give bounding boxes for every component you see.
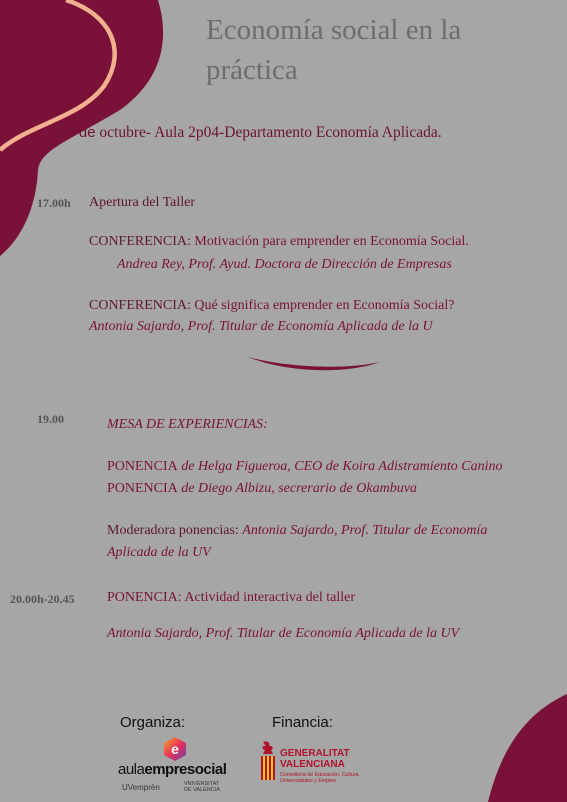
aulaempresocial-logo-letter: e (171, 741, 179, 757)
session3-time: 20.00h-20.45 (10, 592, 75, 606)
ponencia1 (107, 459, 503, 475)
uvempren-logo: UVemprèn (122, 783, 160, 792)
aulaempresocial-logo-icon (163, 737, 187, 761)
generalitat-logo-line1: GENERALITAT (280, 748, 350, 759)
conference1 (89, 234, 469, 250)
generalitat-logo-sub2: Universidades y Empleo (280, 778, 336, 784)
generalitat-logo-line2: VALENCIANA (280, 759, 345, 770)
organiza-label: Organiza: (120, 714, 186, 731)
generalitat-logo-sub1: Conselleria de Educación, Cultura, (280, 772, 360, 778)
bottom-right-blob (488, 694, 567, 802)
page-title: Economía social en la práctica (206, 14, 462, 86)
session3-title: PONENCIA: Actividad interactiva del taller (107, 590, 356, 605)
session2-time: 19.00 (37, 412, 64, 426)
moderator-label: Moderadora ponencias: (107, 523, 243, 538)
moderator-text-1: Antonia Sajardo, Prof. Titular de Economía (242, 523, 488, 538)
uv-logo: VNIVERSITAT DE VALÈNCIA (184, 781, 220, 793)
ponencia2-label: PONENCIA (107, 481, 178, 496)
conference1-prefix: CONFERENCIA: (89, 234, 195, 249)
generalitat-shield-icon (258, 740, 278, 784)
event-date-day: 14 de (58, 124, 96, 141)
conference2-title: Qué significa emprender en Economía Social? (194, 298, 455, 313)
session1-time: 17.00h (37, 196, 71, 210)
ponencia1-text: de Helga Figueroa, CEO de Koira Adistramiento Canino (177, 459, 503, 474)
conference2-speaker: Antonia Sajardo, Prof. Titular de Economía Aplicada de la U (89, 319, 433, 334)
moderator-line1 (107, 523, 487, 539)
event-date-rest: octubre- Aula 2p04-Departamento Economía Aplicada. (95, 124, 442, 141)
moderator-text-2: Aplicada de la UV (107, 545, 211, 560)
conference1-title: Motivación para emprender en Economía Social. (194, 234, 469, 249)
ponencia2 (107, 481, 417, 497)
ponencia1-label: PONENCIA (107, 459, 178, 474)
conference1-speaker: Andrea Rey, Prof. Ayud. Doctora de Dirección de Empresas (117, 257, 452, 272)
session3-speaker: Antonia Sajardo, Prof. Titular de Economía Aplicada de la UV (107, 626, 460, 641)
divider-swash (248, 357, 380, 370)
session1-title: Apertura del Taller (89, 195, 196, 210)
conference2-prefix: CONFERENCIA: (89, 298, 195, 313)
conference2 (89, 298, 454, 314)
ponencia2-text: de Diego Albizu, secrerario de Okambuva (177, 481, 417, 496)
financia-label: Financia: (272, 714, 333, 731)
session2-title: MESA DE EXPERIENCIAS: (107, 417, 268, 432)
aulaempresocial-logo-text: aulaempresocial (118, 761, 227, 778)
event-subtitle (58, 124, 442, 142)
